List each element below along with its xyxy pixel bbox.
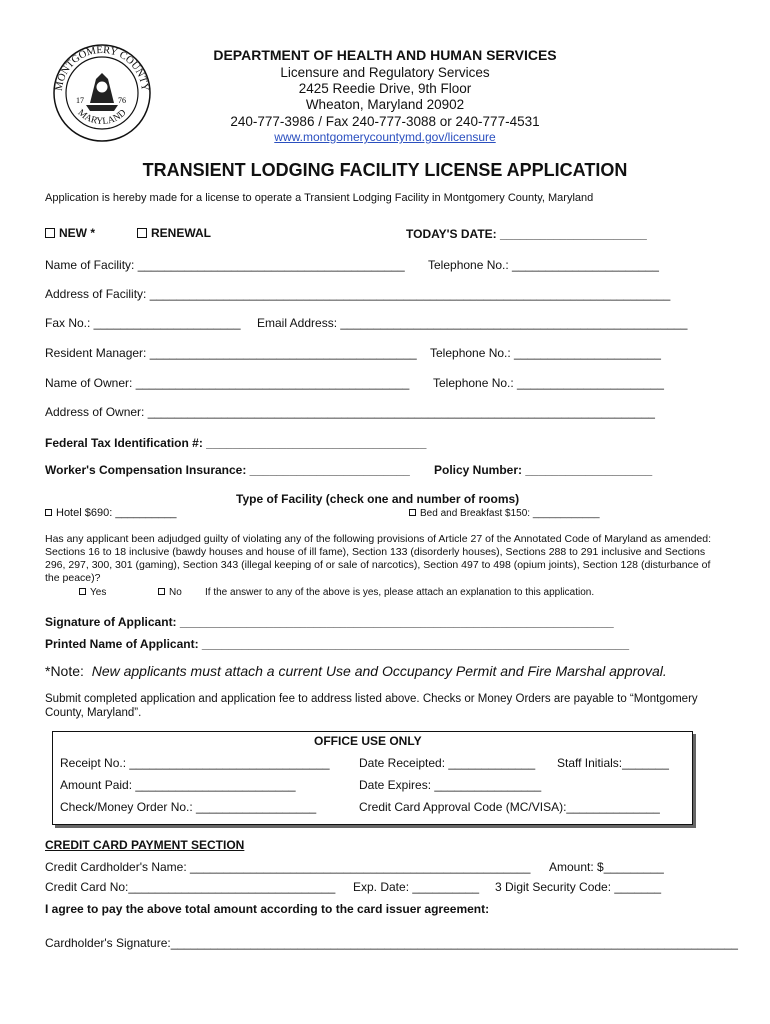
svg-text:17: 17 [76, 96, 84, 105]
printed-name-field[interactable]: Printed Name of Applicant: ________________________________________________________________ [45, 637, 630, 651]
todays-date-field[interactable]: TODAY'S DATE: ______________________ [406, 227, 647, 241]
renewal-label: RENEWAL [151, 226, 211, 240]
cardholder-name-field[interactable]: Credit Cardholder's Name: ___________________________________________________ [45, 860, 531, 874]
facility-phone-field[interactable]: Telephone No.: ______________________ [428, 258, 659, 272]
office-use-heading: OFFICE USE ONLY [314, 734, 422, 748]
form-title: TRANSIENT LODGING FACILITY LICENSE APPLICATION [142, 160, 628, 180]
receipt-no-field[interactable]: Receipt No.: ______________________________ [60, 756, 330, 770]
date-receipted-field[interactable]: Date Receipted: _____________ [359, 756, 536, 770]
phone-numbers: 240-777-3986 / Fax 240-777-3088 or 240-777-4531 [230, 114, 540, 129]
fax-field[interactable]: Fax No.: ______________________ [45, 316, 241, 330]
facility-name-field[interactable]: Name of Facility: ________________________________________ [45, 258, 405, 272]
amount-field[interactable]: Amount: $_________ [549, 860, 664, 874]
staff-initials-field[interactable]: Staff Initials:_______ [557, 756, 669, 770]
card-number-field[interactable]: Credit Card No:_______________________________ [45, 880, 336, 894]
email-field[interactable]: Email Address: ____________________________________________________ [257, 316, 688, 330]
yes-option[interactable] [79, 587, 106, 598]
applicant-signature-field[interactable]: Signature of Applicant: _________________________________________________________________ [45, 615, 614, 629]
amount-paid-field[interactable]: Amount Paid: ________________________ [60, 778, 296, 792]
city-address: Wheaton, Maryland 20902 [305, 97, 465, 112]
department-name: DEPARTMENT OF HEALTH AND HUMAN SERVICES [213, 47, 557, 63]
checkbox-icon [409, 509, 416, 516]
intro-text: Application is hereby made for a license to operate a Transient Lodging Facility in Montgomery County, Maryland [45, 192, 594, 204]
note-text: New applicants must attach a current Use and Occupancy Permit and Fire Marshal approval. [91, 663, 667, 679]
svg-text:MARYLAND: MARYLAND [75, 108, 129, 128]
bed-breakfast-option[interactable] [409, 508, 600, 519]
note-prefix: *Note: [45, 663, 84, 679]
cc-approval-field[interactable]: Credit Card Approval Code (MC/VISA):______________ [359, 800, 660, 814]
street-address: 2425 Reedie Drive, 9th Floor [298, 81, 472, 96]
owner-address-field[interactable]: Address of Owner: ____________________________________________________________________________ [45, 405, 655, 419]
svg-text:76: 76 [118, 96, 126, 105]
svg-text:MONTGOMERY COUNTY: MONTGOMERY COUNTY [53, 44, 151, 92]
no-option[interactable] [158, 587, 182, 598]
no-label: No [169, 587, 182, 598]
workers-comp-field[interactable]: Worker's Compensation Insurance: ________________________ [45, 463, 410, 477]
checkbox-icon [158, 588, 165, 595]
hotel-label: Hotel $690: __________ [56, 507, 177, 519]
payment-agreement: I agree to pay the above total amount according to the card issuer agreement: [45, 902, 490, 916]
resident-manager-field[interactable]: Resident Manager: ________________________________________ [45, 346, 417, 360]
checkbox-icon [79, 588, 86, 595]
new-label: NEW * [59, 226, 95, 240]
division-name: Licensure and Regulatory Services [280, 65, 490, 80]
new-applicant-note [45, 663, 667, 679]
security-code-field[interactable]: 3 Digit Security Code: _______ [495, 880, 662, 894]
county-seal [52, 43, 152, 143]
cardholder-signature-field[interactable]: Cardholder's Signature:_____________________________________________________________________________________ [45, 936, 738, 950]
office-use-box [52, 731, 693, 825]
facility-address-field[interactable]: Address of Facility: ______________________________________________________________________________ [45, 287, 671, 301]
submit-instructions: Submit completed application and application fee to address listed above. Checks or Money Orders are payable to “Montgomery County, Maryland”. [45, 693, 698, 719]
manager-phone-field[interactable]: Telephone No.: ______________________ [430, 346, 661, 360]
facility-type-heading: Type of Facility (check one and number of rooms) [236, 492, 520, 506]
date-expires-field[interactable]: Date Expires: ________________ [359, 778, 542, 792]
checkbox-icon [45, 509, 52, 516]
checkbox-icon [137, 228, 147, 238]
bed-breakfast-label: Bed and Breakfast $150: ____________ [420, 508, 600, 519]
checkbox-icon [45, 228, 55, 238]
renewal-checkbox[interactable] [137, 226, 211, 240]
policy-number-field[interactable]: Policy Number: ___________________ [434, 463, 653, 477]
hotel-option[interactable] [45, 507, 177, 519]
tax-id-field[interactable]: Federal Tax Identification #: _________________________________ [45, 436, 427, 450]
exp-date-field[interactable]: Exp. Date: __________ [353, 880, 480, 894]
yes-label: Yes [90, 587, 107, 598]
violations-instruction: If the answer to any of the above is yes, please attach an explanation to this application. [205, 587, 595, 598]
check-no-field[interactable]: Check/Money Order No.: __________________ [60, 800, 317, 814]
credit-card-heading: CREDIT CARD PAYMENT SECTION [45, 838, 245, 852]
owner-name-field[interactable]: Name of Owner: _________________________________________ [45, 376, 410, 390]
owner-phone-field[interactable]: Telephone No.: ______________________ [433, 376, 664, 390]
new-checkbox[interactable] [45, 226, 95, 240]
website-link[interactable]: www.montgomerycountymd.gov/licensure [274, 130, 496, 144]
violations-question: Has any applicant been adjudged guilty of violating any of the following provisions of Article 27 of the Annotated Code of Maryland as amended: Sections 16 to 18 inclusive (bawdy houses and house of ill fame), Section 133 (disorderly houses), Sections 288 to 291 inclusive and Sections 296, 297, 300, 301 (gaming), Section 343 (illegal keeping of or sale of narcotics), Section 497 to 498 (opium joints), Section 128 (disturbance of the peace)? [45, 533, 712, 584]
